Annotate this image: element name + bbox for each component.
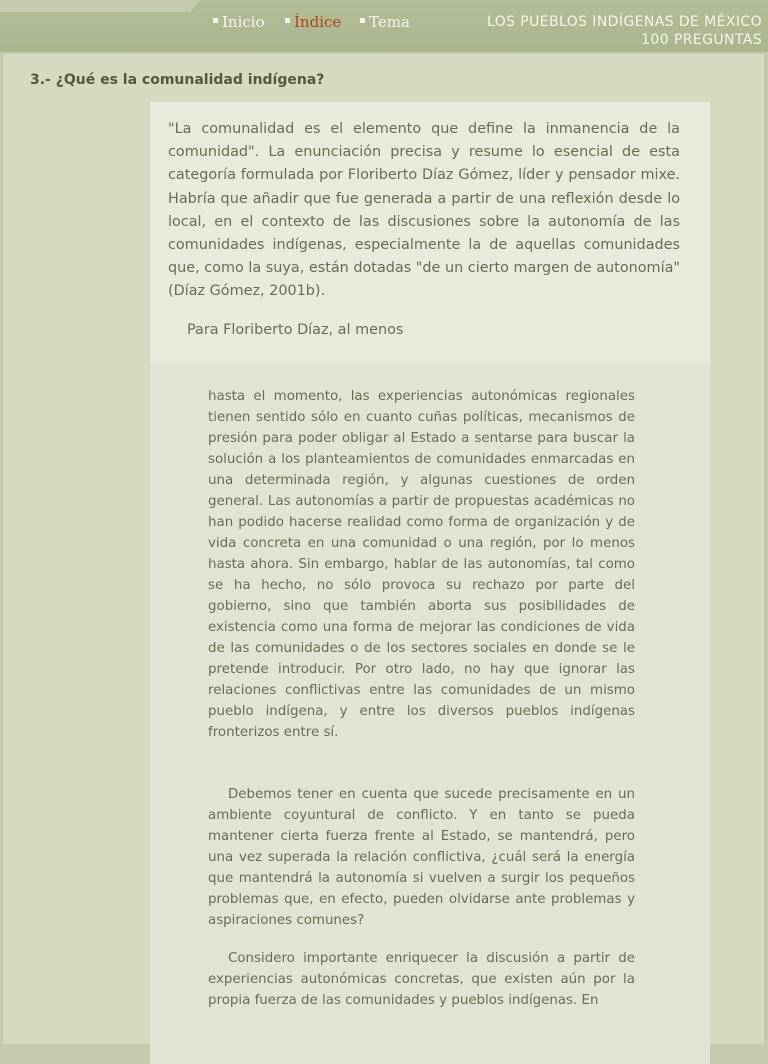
nav-link-label: Inicio [222, 13, 265, 31]
section-heading: 3.- ¿Qué es la comunalidad indígena? [30, 72, 325, 88]
quote-paragraph: Debemos tener en cuenta que sucede precisamente en un ambiente coyuntural de conflicto. Y en tanto se pueda mantener cierta fuerza frente al Estado, se mantendrá, pero una vez superada la relación conflictiva, ¿cuál será la energía que mantendrá la autonomía si vuelven a surgir los pequeños problemas que, en efecto, pueden olvidarse ante problemas y aspiraciones comunes? [208, 787, 635, 928]
nav-link-tema[interactable] [360, 13, 410, 31]
nav-bullet-icon [285, 18, 290, 23]
site-title-line-1: LOS PUEBLOS INDÍGENAS DE MÉXICO [487, 14, 762, 30]
nav-link-indice[interactable] [285, 13, 341, 31]
article-paragraph: "La comunalidad es el elemento que define la inmanencia de la comunidad". La enunciación precisa y resume lo esencial de esta categoría formulada por Floriberto Díaz Gómez, líder y pensador mixe. Habría que añadir que fue generada a partir de una reflexión desde lo local, en el contexto de las discusiones sobre la autonomía de las comunidades indígenas, especialmente la de aquellas comunidades que, como la suya, están dotadas "de un cierto margen de autonomía" (Díaz Gómez, 2001b). [168, 121, 681, 300]
quote-paragraph: Considero importante enriquecer la discusión a partir de experiencias autonómicas concretas, que existen aún por la propia fuerza de las comunidades y pueblos indígenas. En [208, 951, 635, 1008]
nav-link-label: Tema [369, 13, 410, 31]
site-title [487, 13, 762, 49]
header-bevel-decoration [0, 0, 200, 12]
quote-paragraph: hasta el momento, las experiencias autonómicas regionales tienen sentido sólo en cuanto cuñas políticas, mecanismos de presión para poder obligar al Estado a sentarse para buscar la solución a los planteamientos de comunidades enmarcadas en una determinada región, y algunas cuestiones de orden general. Las autonomías a partir de propuestas académicas no han podido hacerse realidad como forma de organización y de vida concreta en una comunidad o una región, por lo menos hasta ahora. Sin embargo, hablar de las autonomías, tal como se ha hecho, no sólo provoca su rechazo por parte del gobierno, sino que también aborta sus posibilidades de existencia como una forma de mejorar las condiciones de vida de las comunidades o de los sectores sociales en donde se le pretende introducir. Por otro lado, no hay que ignorar las relaciones conflictivas entre las comunidades de un mismo pueblo indígena, y entre los diversos pueblos indígenas fronterizos entre sí. [208, 389, 635, 740]
nav-link-inicio[interactable] [213, 13, 265, 31]
article-text-panel [150, 102, 710, 1062]
nav-bullet-icon [213, 18, 218, 23]
site-title-line-2: 100 PREGUNTAS [641, 32, 762, 48]
nav-link-label: Índice [294, 13, 342, 31]
quote-intro-text: Para Floriberto Díaz, al menos [187, 322, 404, 338]
blockquote [150, 364, 710, 1064]
nav-bullet-icon [360, 18, 365, 23]
content-area [3, 54, 764, 1044]
top-navigation-bar [0, 0, 768, 52]
